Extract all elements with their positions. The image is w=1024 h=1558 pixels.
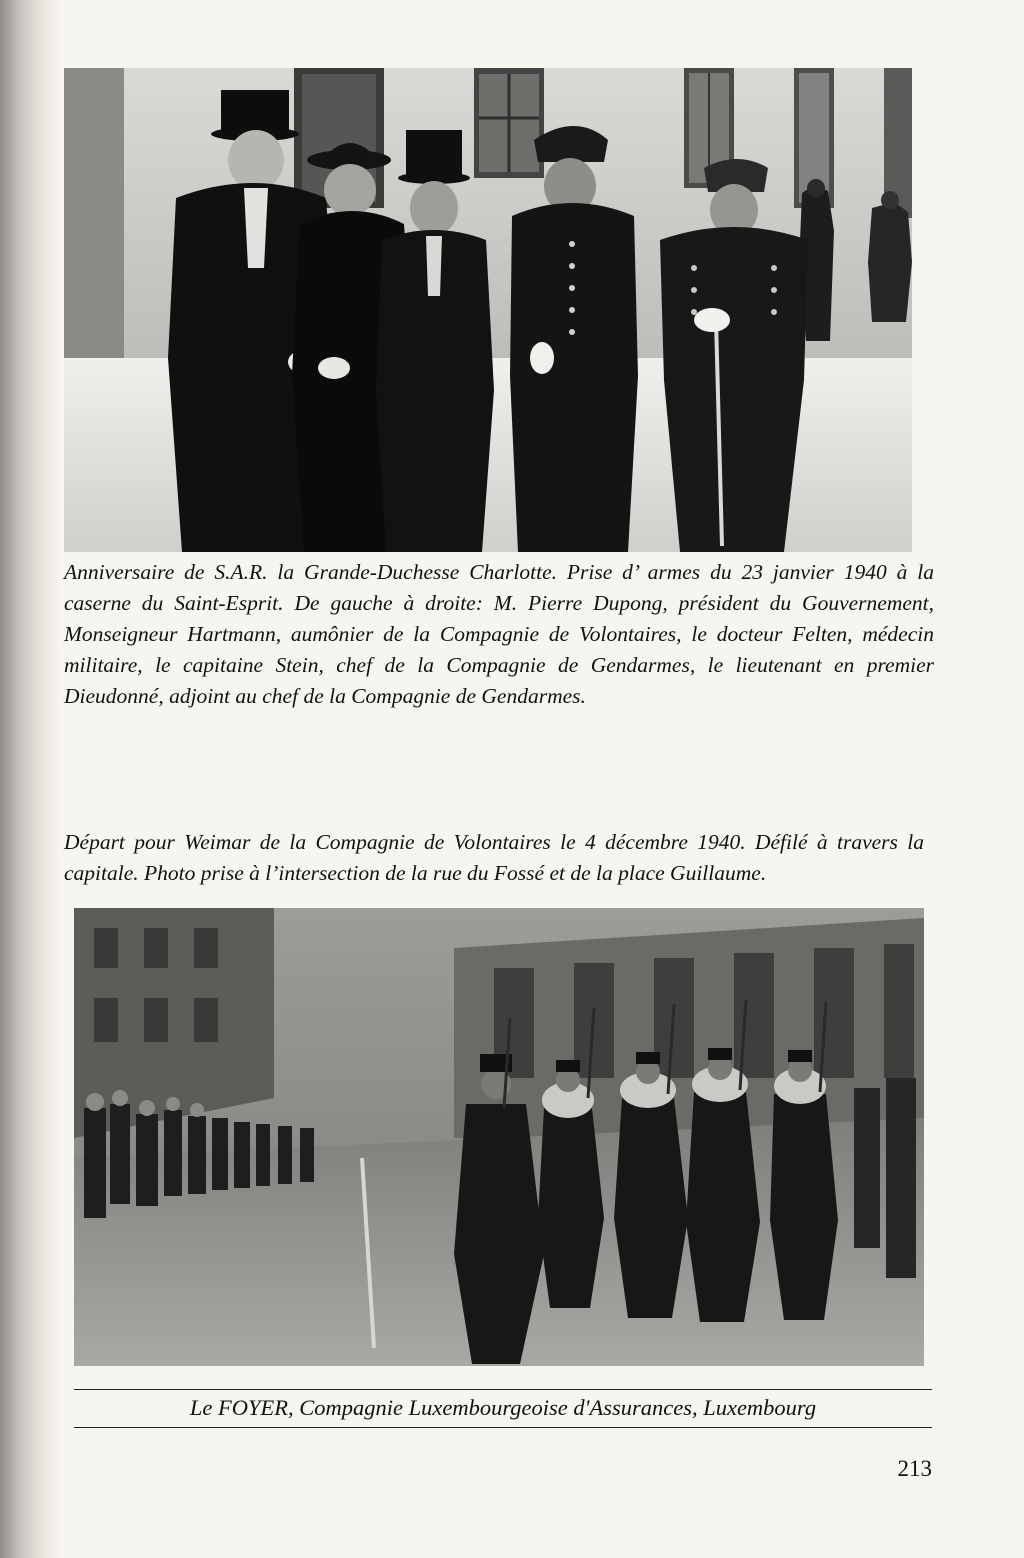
footer-rule-bottom	[74, 1427, 932, 1428]
photo-depart-weimar-illustration	[74, 908, 924, 1366]
photo-caption-bottom: Départ pour Weimar de la Compagnie de Volontaires le 4 décembre 1940. Défilé à travers la capitale. Photo prise à l’intersection de la rue du Fossé et de la place Guillaume.	[64, 830, 924, 885]
book-binding-shadow	[0, 0, 60, 1558]
photo-prise-d-armes	[64, 68, 912, 552]
photo-depart-weimar	[74, 908, 924, 1366]
footer-rule-top	[74, 1389, 932, 1390]
photo-prise-d-armes-illustration	[64, 68, 912, 552]
page-number: 213	[897, 1456, 932, 1481]
photo-caption-top: Anniversaire de S.A.R. la Grande-Duchesse Charlotte. Prise d’ armes du 23 janvier 1940 à la caserne du Saint-Esprit. De gauche à droite: M. Pierre Dupong, président du Gouvernement, Monseigneur Hartmann, aumônier de la Compagnie de Volontaires, le docteur Felten, médecin militaire, le capitaine Stein, chef de la Compagnie de Gendarmes, le lieutenant en premier Dieudonné, adjoint au chef de la Compagnie de Gendarmes.	[64, 560, 934, 708]
footer-credit: Le FOYER, Compagnie Luxembourgeoise d'Assurances, Luxembourg	[189, 1395, 817, 1420]
